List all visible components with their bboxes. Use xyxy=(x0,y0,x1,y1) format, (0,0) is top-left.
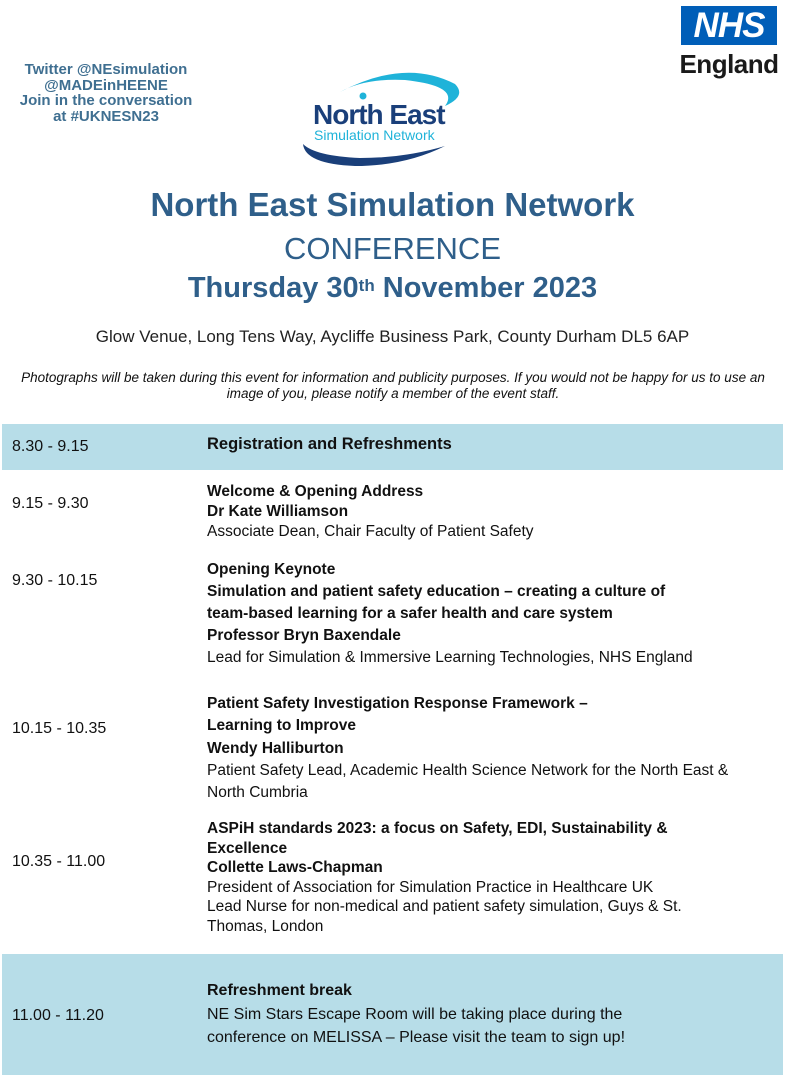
agenda-title: Excellence xyxy=(207,839,288,857)
date-prefix: Thursday 30 xyxy=(187,272,359,304)
agenda-title: Opening Keynote xyxy=(207,561,336,578)
agenda-title: Registration and Refreshments xyxy=(207,435,452,453)
venue-address: Glow Venue, Long Tens Way, Aycliffe Business Park, County Durham DL5 6AP xyxy=(95,327,690,346)
agenda-role: Lead for Simulation & Immersive Learning Technologies, NHS England xyxy=(207,649,693,666)
conference-date xyxy=(0,270,785,306)
logo-text-north-east: North East xyxy=(313,99,445,130)
agenda-speaker: Professor Bryn Baxendale xyxy=(207,627,401,644)
agenda-time: 10.35 - 11.00 xyxy=(12,853,106,870)
nhs-logo: NHS xyxy=(681,6,777,45)
nhs-region: England xyxy=(679,49,779,79)
agenda-role: President of Association for Simulation Practice in Healthcare UK xyxy=(207,878,654,896)
agenda-role: Thomas, London xyxy=(207,917,324,935)
agenda-time: 11.00 - 11.20 xyxy=(12,1007,104,1024)
agenda-speaker: Dr Kate Williamson xyxy=(207,503,349,520)
agenda-item-psirf xyxy=(207,693,777,804)
logo-swoosh-bottom xyxy=(303,144,445,166)
agenda-item-aspih xyxy=(207,819,777,936)
agenda-title: Learning to Improve xyxy=(207,717,356,735)
date-suffix: November 2023 xyxy=(374,272,598,304)
agenda-role: Lead Nurse for non-medical and patient safety simulation, Guys & St. xyxy=(207,898,682,915)
agenda-time: 10.15 - 10.35 xyxy=(12,720,107,737)
agenda-item-welcome xyxy=(207,482,777,542)
conference-name: North East Simulation Network xyxy=(150,186,635,223)
agenda-note: NE Sim Stars Escape Room will be taking place during the xyxy=(207,1005,623,1023)
agenda-subtitle: Simulation and patient safety education – creating a culture of xyxy=(207,583,666,600)
agenda-speaker: Collette Laws-Chapman xyxy=(207,859,383,876)
agenda-title: Refreshment break xyxy=(207,982,352,999)
social-info xyxy=(0,62,212,124)
agenda-time: 9.15 - 9.30 xyxy=(12,495,89,512)
photo-notice: Photographs will be taken during this event for information and publicity purposes. If you would not be happy for us to use an image of you, please notify a member of the event staff. xyxy=(21,370,765,401)
network-logo xyxy=(295,66,470,171)
conversation-text: Join in the conversation xyxy=(19,92,193,109)
agenda-item-break xyxy=(207,979,777,1050)
logo-text-simulation-network: Simulation Network xyxy=(314,127,435,143)
agenda-title: ASPiH standards 2023: a focus on Safety, EDI, Sustainability & xyxy=(207,820,668,837)
hashtag[interactable]: at #UKNESN23 xyxy=(53,107,159,125)
agenda-title: Patient Safety Investigation Response Framework – xyxy=(207,695,588,712)
agenda-subtitle: team-based learning for a safer health and care system xyxy=(207,605,613,622)
conference-subtitle: CONFERENCE xyxy=(283,231,501,266)
agenda-note: conference on MELISSA – Please visit the team to sign up! xyxy=(207,1029,626,1046)
twitter-handle[interactable]: Twitter @NEsimulation xyxy=(24,61,188,78)
agenda-time: 9.30 - 10.15 xyxy=(12,572,98,589)
agenda-title: Welcome & Opening Address xyxy=(207,483,424,500)
agenda-item-keynote xyxy=(207,559,777,669)
agenda-role: Patient Safety Lead, Academic Health Science Network for the North East & xyxy=(207,761,729,779)
date-suffix-sup: th xyxy=(358,276,375,295)
agenda-speaker: Wendy Halliburton xyxy=(207,739,344,757)
agenda-role: North Cumbria xyxy=(207,784,308,802)
secondary-handle[interactable]: @MADEinHEENE xyxy=(44,76,168,94)
agenda-role: Associate Dean, Chair Faculty of Patient Safety xyxy=(207,523,534,540)
agenda-time: 8.30 - 9.15 xyxy=(12,438,89,455)
